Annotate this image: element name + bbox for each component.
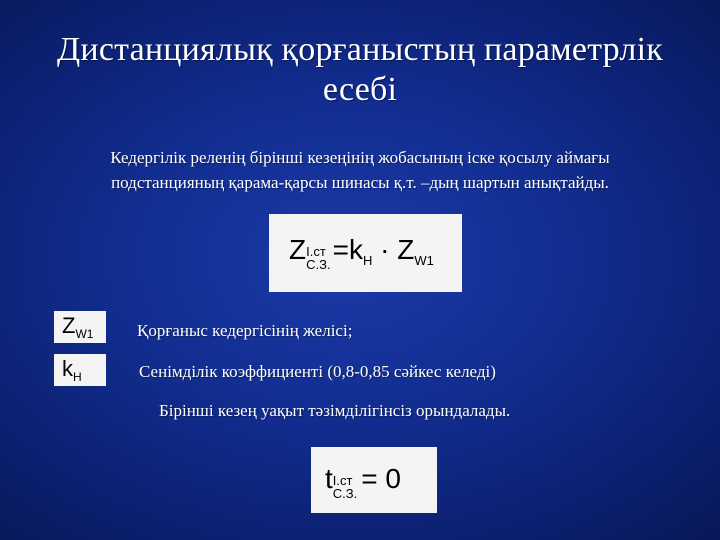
slide-title [0,30,720,110]
formula-z-sub: W1 [414,253,434,268]
symbol-zw1 [54,311,106,343]
time-formula-indices [333,474,357,500]
formula-lhs-sub: С.З. [306,257,331,272]
formula-lhs-symbol: Z [289,234,307,265]
symbol-zw1-sub: W1 [75,327,94,341]
definition-kh: Сенімділік коэффициенті (0,8-0,85 сәйкес келеді) [139,362,496,381]
intro-line-1: Кедергілік реленің бірінші кезеңінің жобасының іске қосылу аймағы [110,148,610,167]
formula-dot: · [380,234,390,265]
symbol-zw1-main: Z [62,313,76,338]
setting-formula [269,214,462,292]
formula-z-symbol: Z [397,234,415,265]
formula-lhs-sup: I.ст [306,244,326,259]
intro-line-2: подстанцияның қарама-қарсы шинасы қ.т. –дың шартын анықтайды. [111,173,609,192]
intro-text [30,145,690,195]
definition-zw1: Қорғаныс кедергісінің желісі; [137,321,353,340]
formula-equals: = [332,234,349,265]
formula-k-sub: Н [362,253,373,268]
title-line-1: Дистанциялық қорғаныстың параметрлік [57,31,663,68]
formula-lhs-indices [306,245,330,271]
formula-k-symbol: k [348,234,363,265]
symbol-kh-main: k [62,356,73,381]
note-text: Бірінші кезең уақыт тәзімділігінсіз орындалады. [159,401,511,420]
title-line-2: есебі [322,71,398,108]
time-formula-t: t [325,463,333,494]
time-formula [311,447,437,513]
time-formula-rhs: = 0 [361,463,401,494]
time-formula-sub: С.З. [332,486,358,501]
symbol-kh [54,354,106,386]
time-formula-sup: I.ст [332,473,353,488]
symbol-kh-sub: Н [73,370,82,384]
